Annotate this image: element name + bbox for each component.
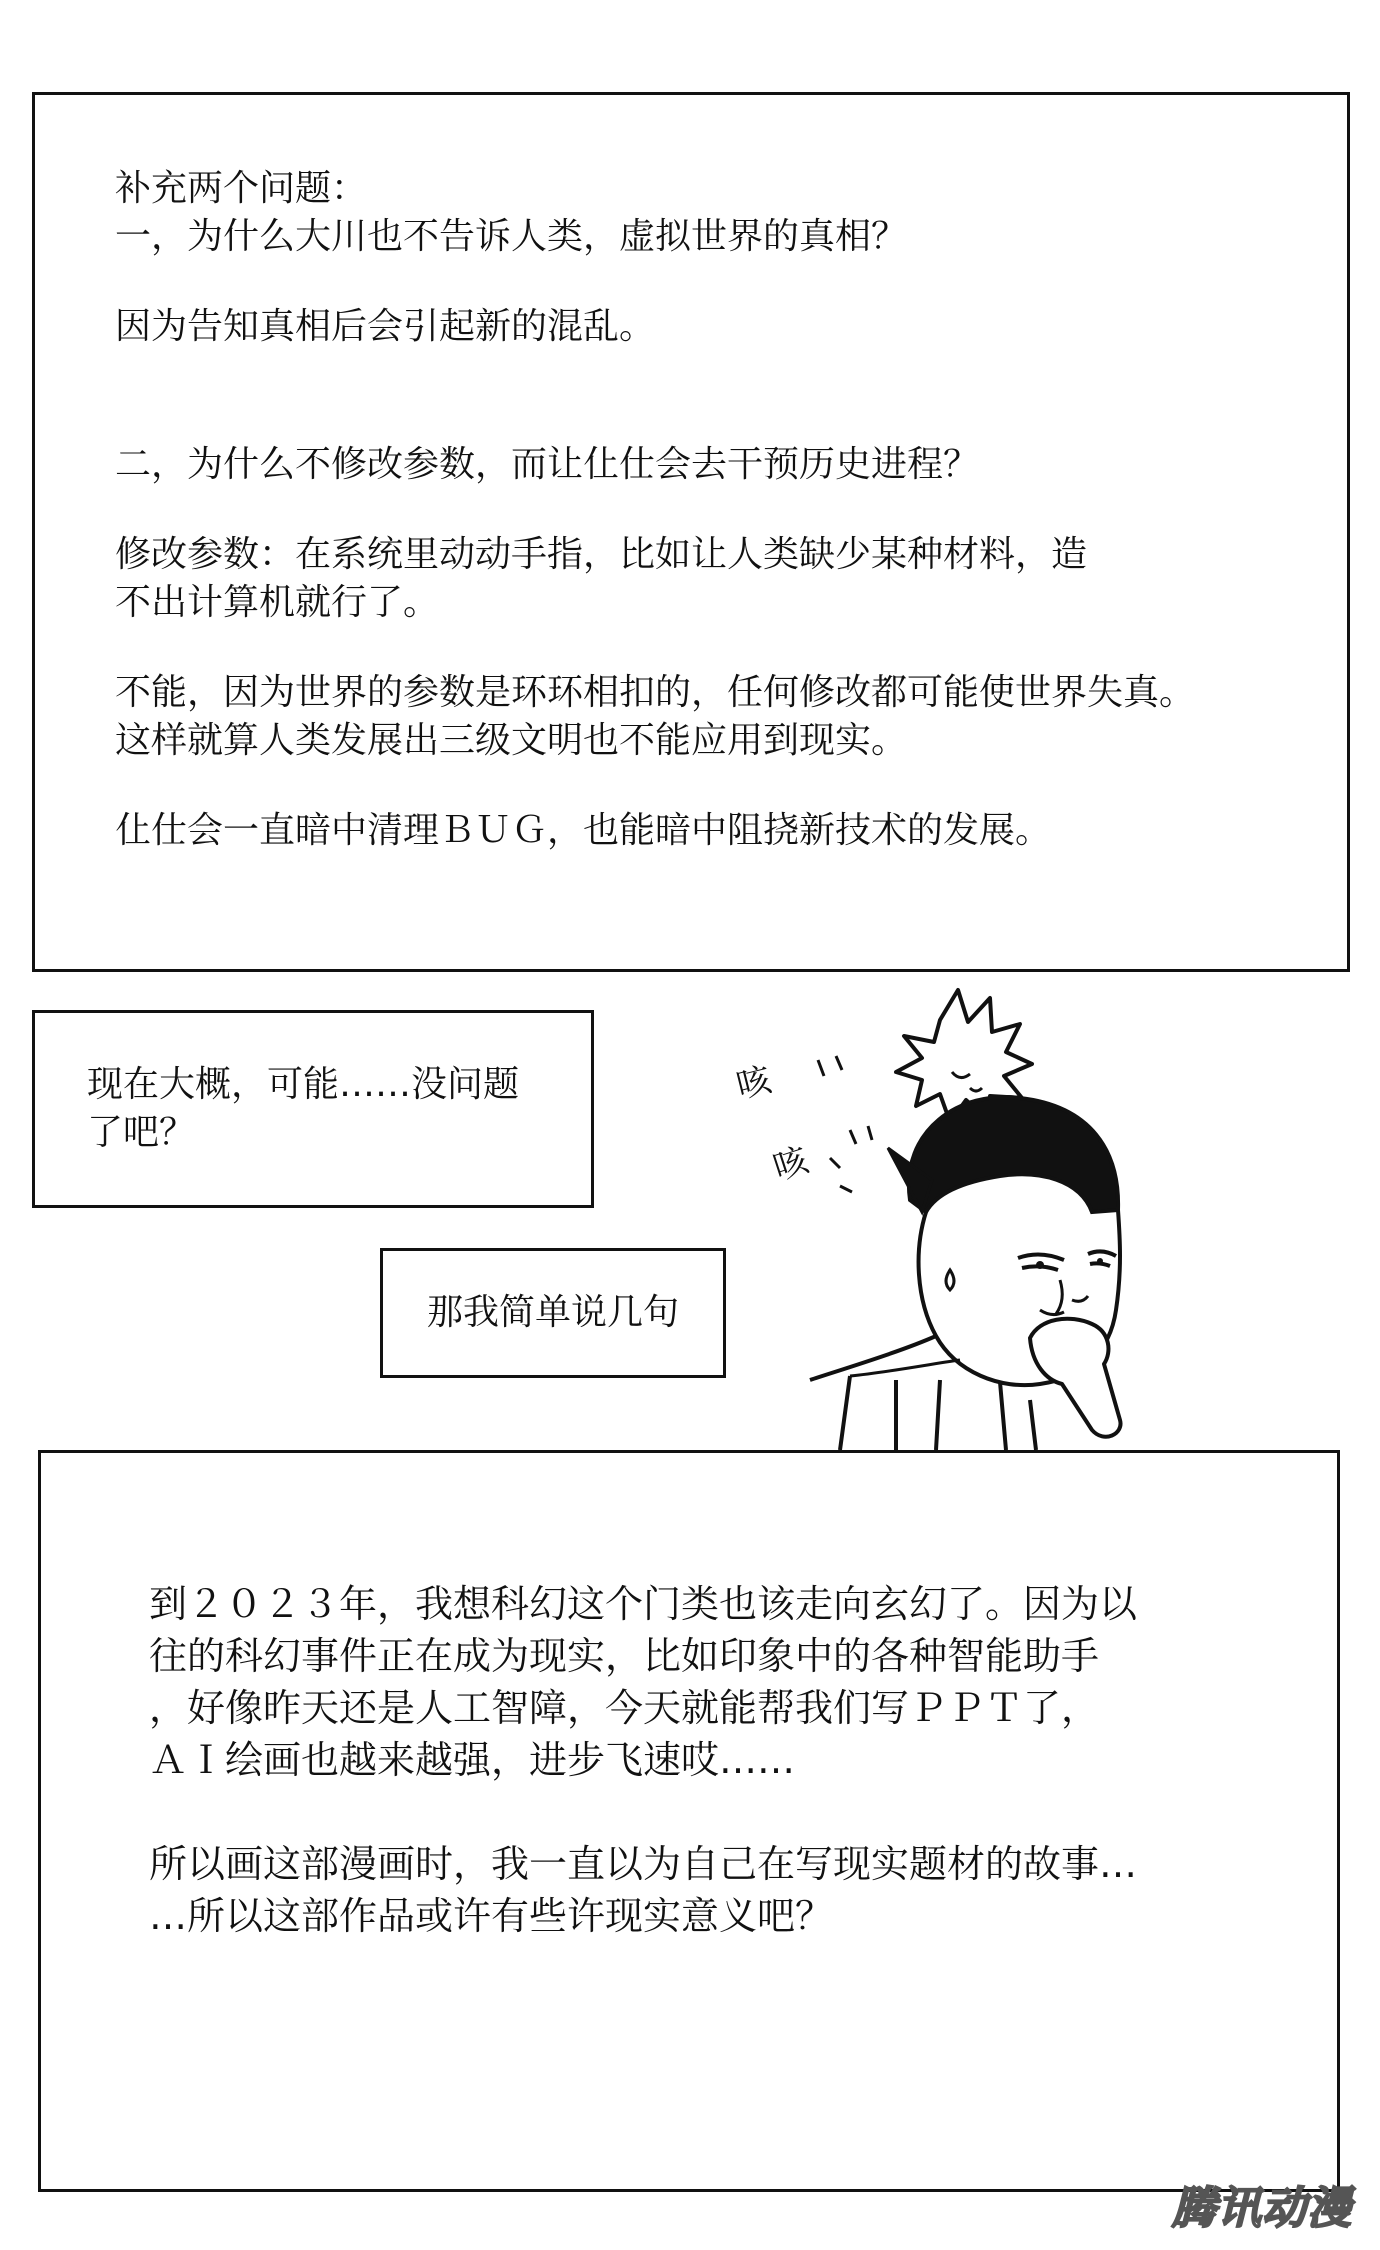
text-line: 所以画这部漫画时，我一直以为自己在写现实题材的故事… (149, 1842, 1138, 1886)
spacer (149, 1786, 1337, 1838)
text-line: 补充两个问题： (115, 168, 368, 209)
spacer (115, 261, 1347, 303)
text-line: 不出计算机就行了。 (115, 582, 440, 623)
motion-lines (818, 1056, 872, 1192)
right-eye (1088, 1251, 1116, 1266)
hand (1030, 1319, 1121, 1437)
speech-box-question (32, 1010, 594, 1208)
bottom-text-panel (38, 1450, 1340, 2192)
spacer (115, 351, 1347, 441)
hair-cap (909, 1097, 1118, 1212)
coughing-character-illustration (700, 980, 1240, 1450)
text-line: …所以这部作品或许有些许现实意义吧？ (149, 1894, 834, 1938)
text-line: 不能，因为世界的参数是环环相扣的，任何修改都可能使世界失真。 (115, 672, 1196, 713)
text-line: 因为告知真相后会引起新的混乱。 (115, 306, 656, 347)
text-line: 仩仕会一直暗中清理ＢＵＧ，也能暗中阻挠新技术的发展。 (115, 810, 1052, 851)
cough-sfx-2: 咳 (768, 1140, 814, 1189)
spacer (115, 627, 1347, 669)
text-line: 一，为什么大川也不告诉人类，虚拟世界的真相？ (115, 216, 908, 257)
spacer (115, 765, 1347, 807)
cough-sfx-1: 咳 (732, 1059, 776, 1107)
text-line: 往的科幻事件正在成为现实，比如印象中的各种智能助手 (149, 1634, 1100, 1678)
sweat-drop (946, 1270, 954, 1290)
text-line: 那我简单说几句 (426, 1292, 679, 1333)
publisher-watermark: 腾讯动漫 (1172, 2183, 1352, 2234)
text-line: 修改参数：在系统里动动手指，比如让人类缺少某种材料，造 (115, 534, 1088, 575)
text-line: 二，为什么不修改参数，而让仩仕会去干预历史进程？ (115, 444, 980, 485)
text-line: 了吧？ (87, 1112, 196, 1153)
body-coat (810, 1336, 1036, 1450)
text-line: ＡＩ绘画也越来越强，进步飞速哎…… (149, 1738, 796, 1782)
speech-box-intro (380, 1248, 726, 1378)
spacer (115, 489, 1347, 531)
top-text-panel (32, 92, 1350, 972)
text-line: 这样就算人类发展出三级文明也不能应用到现实。 (115, 720, 908, 761)
face-wrinkles (1040, 1280, 1088, 1315)
text-line: ，好像昨天还是人工智障，今天就能帮我们写ＰＰＴ了， (149, 1686, 1100, 1730)
text-line: 到２０２３年，我想科幻这个门类也该走向玄幻了。因为以 (149, 1582, 1138, 1626)
text-line: 现在大概，可能……没问题 (87, 1064, 520, 1105)
